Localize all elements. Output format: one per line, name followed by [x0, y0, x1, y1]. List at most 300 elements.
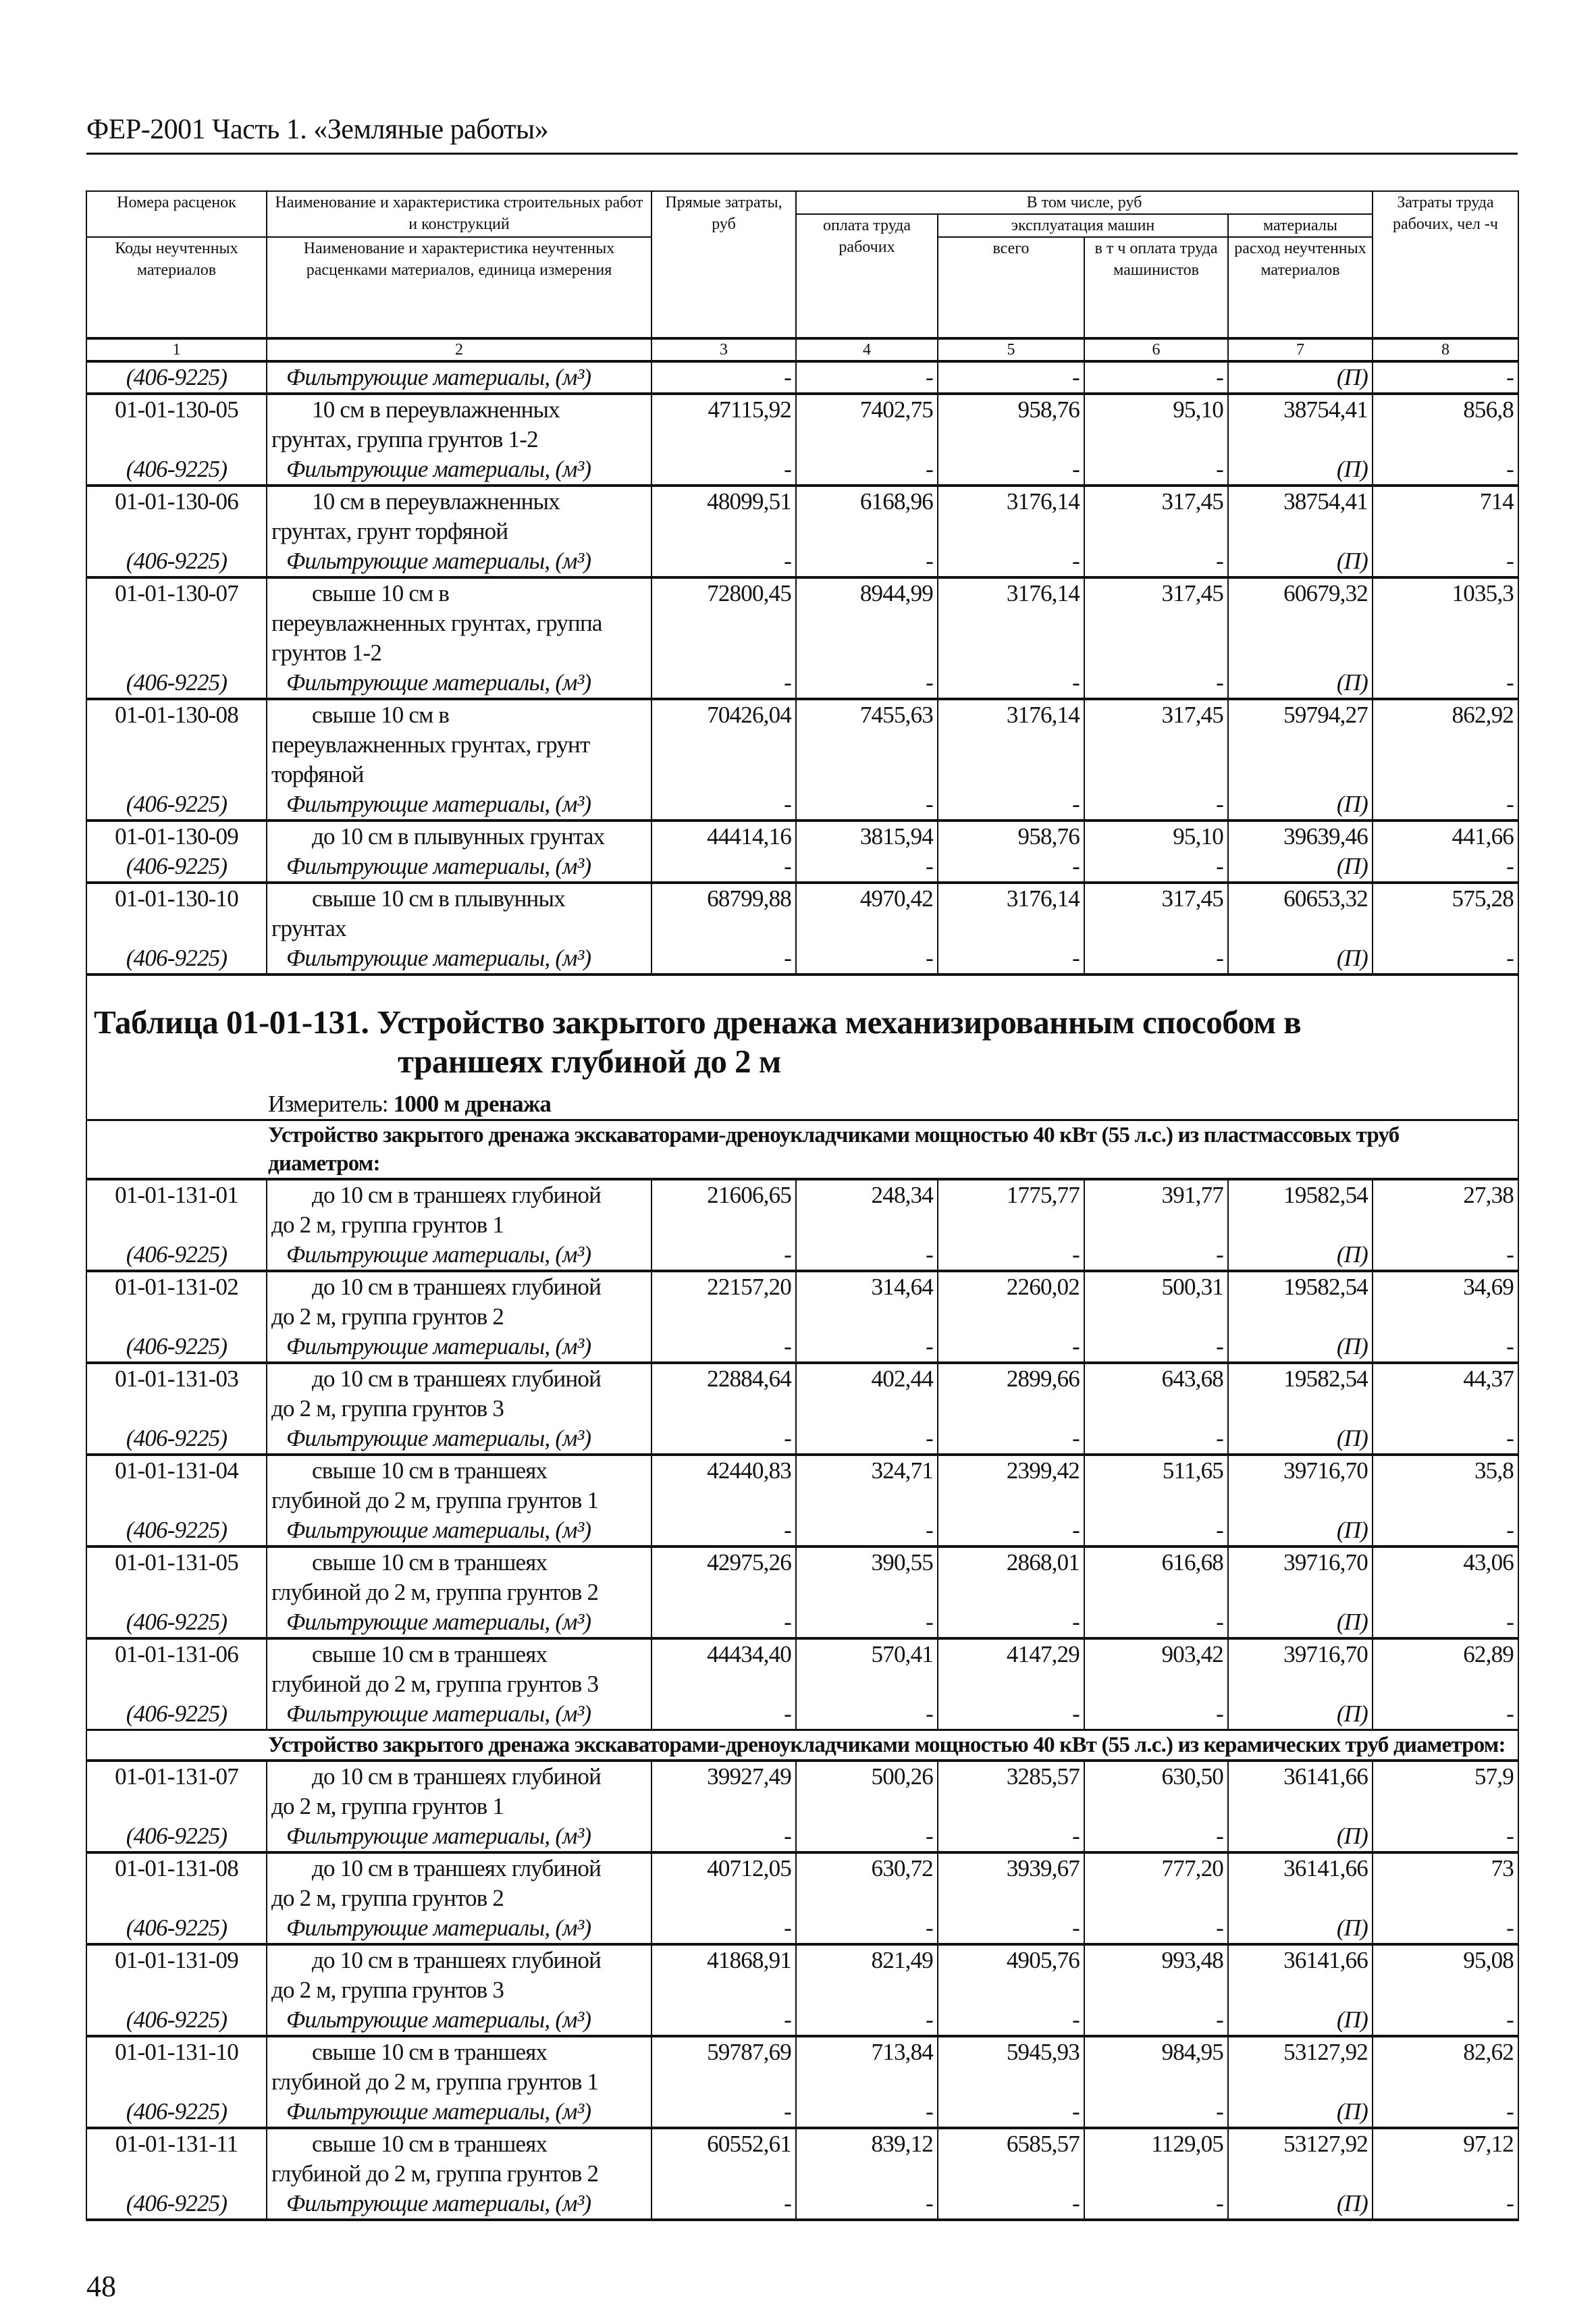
col-material-usage: расход неучтенных материалов [1228, 237, 1373, 338]
material-row [86, 1332, 1518, 1363]
table-title-line: Таблица 01-01-131. Устройство закрытого дренажа механизированным способом в [94, 1004, 1302, 1041]
rate-value: 616,68 [1084, 1547, 1228, 1607]
material-value: (П) [1228, 1699, 1373, 1730]
rate-value: 19582,54 [1228, 1363, 1373, 1424]
rate-value: 22884,64 [651, 1363, 796, 1424]
description-line: до 10 см в траншеях глубиной [312, 1947, 602, 1973]
rate-value: 7402,75 [796, 394, 938, 454]
rate-value: 984,95 [1084, 2036, 1228, 2097]
rate-code: 01-01-130-10 [86, 883, 267, 943]
rate-code: 01-01-131-11 [86, 2128, 267, 2189]
rate-value: 714 [1373, 486, 1518, 546]
rate-value: 3939,67 [938, 1852, 1084, 1913]
material-value: (П) [1228, 454, 1373, 486]
description-line: до 10 см в траншеях глубиной [312, 1274, 602, 1300]
rate-value: 39716,70 [1228, 1547, 1373, 1607]
meter [94, 1089, 1518, 1119]
rate-value: 2868,01 [938, 1547, 1084, 1607]
table-header [86, 191, 1518, 361]
rate-description [267, 821, 651, 852]
description-line: до 2 м, группа грунтов 1 [271, 1212, 504, 1238]
material-name: Фильтрующие материалы, (м³) [267, 546, 651, 577]
material-name: Фильтрующие материалы, (м³) [267, 361, 651, 394]
material-value: - [651, 2097, 796, 2128]
col-number: 1 [86, 338, 267, 361]
rate-description [267, 699, 651, 789]
material-code: (406-9225) [86, 1332, 267, 1363]
rate-code: 01-01-131-05 [86, 1547, 267, 1607]
rate-value: 36141,66 [1228, 1761, 1373, 1821]
description-line: свыше 10 см в траншеях [312, 1457, 548, 1484]
rate-value: 248,34 [796, 1179, 938, 1240]
material-value: - [796, 454, 938, 486]
rate-description [267, 1363, 651, 1424]
material-value: - [1373, 1699, 1518, 1730]
rate-value: 324,71 [796, 1455, 938, 1515]
description-line: 10 см в переувлажненных [312, 396, 560, 423]
material-code: (406-9225) [86, 2005, 267, 2036]
material-value: - [1373, 1607, 1518, 1638]
material-value: - [796, 546, 938, 577]
rate-description [267, 1944, 651, 2005]
material-value: (П) [1228, 2097, 1373, 2128]
material-value: - [796, 361, 938, 394]
description-line: торфяной [271, 761, 364, 787]
rate-value: 402,44 [796, 1363, 938, 1424]
rate-value: 19582,54 [1228, 1179, 1373, 1240]
rate-code: 01-01-131-03 [86, 1363, 267, 1424]
material-code: (406-9225) [86, 1699, 267, 1730]
rate-value: 95,10 [1084, 821, 1228, 852]
rate-value: 38754,41 [1228, 486, 1373, 546]
material-code: (406-9225) [86, 361, 267, 394]
table-title-row [86, 974, 1518, 1120]
material-code: (406-9225) [86, 1607, 267, 1638]
rate-value: 3176,14 [938, 577, 1084, 668]
material-value: - [796, 852, 938, 883]
rate-value: 390,55 [796, 1547, 938, 1607]
material-value: - [651, 2005, 796, 2036]
rate-value: 35,8 [1373, 1455, 1518, 1515]
material-value: - [1084, 546, 1228, 577]
description-line: до 2 м, группа грунтов 2 [271, 1885, 504, 1911]
material-value: (П) [1228, 1821, 1373, 1852]
rate-value: 777,20 [1084, 1852, 1228, 1913]
material-value: (П) [1228, 668, 1373, 699]
table-row [86, 1179, 1518, 1240]
page-number: 48 [86, 2270, 116, 2303]
rate-value: 4970,42 [796, 883, 938, 943]
material-value: - [1373, 546, 1518, 577]
description-line: свыше 10 см в траншеях [312, 2131, 548, 2157]
rate-value: 713,84 [796, 2036, 938, 2097]
rate-value: 57,9 [1373, 1761, 1518, 1821]
rate-value: 3815,94 [796, 821, 938, 852]
rate-value: 7455,63 [796, 699, 938, 789]
rate-description [267, 2036, 651, 2097]
material-name: Фильтрующие материалы, (м³) [267, 943, 651, 974]
description-line: свыше 10 см в траншеях [312, 1641, 548, 1667]
table-title [94, 1003, 1518, 1081]
rate-value: 47115,92 [651, 394, 796, 454]
description-line: грунтах, группа грунтов 1-2 [271, 426, 538, 452]
material-value: (П) [1228, 1515, 1373, 1547]
table-row [86, 699, 1518, 789]
material-value: - [1373, 1424, 1518, 1455]
material-code: (406-9225) [86, 1515, 267, 1547]
material-value: - [796, 2005, 938, 2036]
material-value: (П) [1228, 361, 1373, 394]
material-value: - [651, 546, 796, 577]
table-row [86, 1363, 1518, 1424]
col-number: 7 [1228, 338, 1373, 361]
rate-value: 34,69 [1373, 1271, 1518, 1332]
material-value: - [938, 943, 1084, 974]
table-row [86, 1761, 1518, 1821]
rate-value: 60552,61 [651, 2128, 796, 2189]
rates-table [86, 190, 1519, 2221]
material-value: - [1084, 361, 1228, 394]
rate-value: 575,28 [1373, 883, 1518, 943]
rate-value: 3285,57 [938, 1761, 1084, 1821]
rate-code: 01-01-131-01 [86, 1179, 267, 1240]
material-value: - [1373, 789, 1518, 821]
rate-value: 36141,66 [1228, 1852, 1373, 1913]
material-value: - [1084, 1424, 1228, 1455]
material-code: (406-9225) [86, 943, 267, 974]
material-value: - [796, 1913, 938, 1944]
rate-value: 39639,46 [1228, 821, 1373, 852]
description-line: грунтах [271, 915, 346, 941]
col-material-codes: Коды неучтенных материалов [86, 237, 267, 338]
table-row [86, 1455, 1518, 1515]
description-line: до 10 см в траншеях глубиной [312, 1855, 602, 1881]
material-value: - [938, 2097, 1084, 2128]
description-line: 10 см в переувлажненных [312, 488, 560, 515]
material-value: - [938, 454, 1084, 486]
rate-value: 43,06 [1373, 1547, 1518, 1607]
section-header [86, 1730, 1518, 1761]
description-line: до 10 см в траншеях глубиной [312, 1366, 602, 1392]
material-value: - [796, 2189, 938, 2220]
rate-value: 3176,14 [938, 883, 1084, 943]
rate-code: 01-01-131-07 [86, 1761, 267, 1821]
rate-value: 73 [1373, 1852, 1518, 1913]
rate-value: 60653,32 [1228, 883, 1373, 943]
material-value: - [796, 1240, 938, 1271]
rate-code: 01-01-131-04 [86, 1455, 267, 1515]
material-value: - [651, 789, 796, 821]
material-value: - [796, 2097, 938, 2128]
material-value: - [1084, 943, 1228, 974]
rate-value: 4905,76 [938, 1944, 1084, 2005]
material-value: - [796, 1699, 938, 1730]
material-row [86, 943, 1518, 974]
material-name: Фильтрующие материалы, (м³) [267, 1699, 651, 1730]
material-row [86, 852, 1518, 883]
rate-value: 4147,29 [938, 1638, 1084, 1699]
material-value: - [1084, 2005, 1228, 2036]
material-value: (П) [1228, 546, 1373, 577]
rate-code: 01-01-131-08 [86, 1852, 267, 1913]
material-value: - [651, 361, 796, 394]
rate-value: 5945,93 [938, 2036, 1084, 2097]
material-value: - [938, 1821, 1084, 1852]
col-number: 8 [1373, 338, 1518, 361]
material-code: (406-9225) [86, 1424, 267, 1455]
section-title: Устройство закрытого дренажа экскаваторами-дреноукладчиками мощностью 40 кВт (55 л.с.) из пластмассовых труб диаметром: [86, 1120, 1518, 1180]
material-value: - [651, 2189, 796, 2220]
table-row [86, 1547, 1518, 1607]
description-line: до 2 м, группа грунтов 3 [271, 1395, 504, 1422]
material-name: Фильтрующие материалы, (м³) [267, 1821, 651, 1852]
table-row [86, 577, 1518, 668]
description-line: переувлажненных грунтах, грунт [271, 731, 590, 758]
material-value: - [1084, 1332, 1228, 1363]
material-value: - [1373, 1821, 1518, 1852]
rate-value: 97,12 [1373, 2128, 1518, 2189]
rate-value: 59787,69 [651, 2036, 796, 2097]
material-code: (406-9225) [86, 1913, 267, 1944]
rate-code: 01-01-130-08 [86, 699, 267, 789]
material-value: - [1084, 668, 1228, 699]
header-rule [86, 153, 1518, 155]
material-value: - [1084, 2189, 1228, 2220]
material-code: (406-9225) [86, 1821, 267, 1852]
rate-value: 2260,02 [938, 1271, 1084, 1332]
material-name: Фильтрующие материалы, (м³) [267, 2189, 651, 2220]
col-worker-pay: оплата труда рабочих [796, 214, 938, 338]
material-row [86, 1515, 1518, 1547]
col-labor-costs: Затраты труда рабочих, чел -ч [1373, 191, 1518, 338]
material-row [86, 789, 1518, 821]
material-name: Фильтрующие материалы, (м³) [267, 454, 651, 486]
material-value: (П) [1228, 1913, 1373, 1944]
material-value: - [938, 361, 1084, 394]
table-row [86, 1638, 1518, 1699]
description-line: грунтов 1-2 [271, 640, 382, 666]
col-rate-numbers: Номера расценок [86, 191, 267, 237]
material-value: - [1373, 1913, 1518, 1944]
description-line: до 2 м, группа грунтов 2 [271, 1303, 504, 1330]
material-value: - [1373, 2097, 1518, 2128]
col-materials: материалы [1228, 214, 1373, 237]
col-direct-costs: Прямые затраты, руб [651, 191, 796, 338]
rate-description [267, 1547, 651, 1607]
rate-value: 441,66 [1373, 821, 1518, 852]
material-row [86, 1699, 1518, 1730]
description-line: переувлажненных грунтах, группа [271, 610, 602, 636]
table-row [86, 1944, 1518, 2005]
rate-description [267, 2128, 651, 2189]
rate-value: 6168,96 [796, 486, 938, 546]
description-line: до 10 см в плывунных грунтах [312, 823, 605, 850]
material-value: - [1084, 789, 1228, 821]
meter-value: 1000 м дренажа [393, 1091, 552, 1117]
rate-value: 856,8 [1373, 394, 1518, 454]
rate-value: 958,76 [938, 394, 1084, 454]
material-value: - [651, 1913, 796, 1944]
rate-value: 993,48 [1084, 1944, 1228, 2005]
material-value: (П) [1228, 852, 1373, 883]
col-number: 4 [796, 338, 938, 361]
description-line: свыше 10 см в траншеях [312, 2039, 548, 2065]
col-including: В том числе, руб [796, 191, 1373, 214]
material-row [86, 668, 1518, 699]
material-value: - [1373, 1515, 1518, 1547]
rate-value: 8944,99 [796, 577, 938, 668]
rate-value: 44434,40 [651, 1638, 796, 1699]
col-number: 2 [267, 338, 651, 361]
description-line: глубиной до 2 м, группа грунтов 2 [271, 1579, 599, 1605]
material-value: - [651, 454, 796, 486]
material-name: Фильтрующие материалы, (м³) [267, 1240, 651, 1271]
table-title-cell [86, 974, 1518, 1120]
rate-value: 630,72 [796, 1852, 938, 1913]
col-number: 5 [938, 338, 1084, 361]
description-line: до 10 см в траншеях глубиной [312, 1182, 602, 1208]
rate-value: 958,76 [938, 821, 1084, 852]
table-row [86, 1271, 1518, 1332]
rate-value: 40712,05 [651, 1852, 796, 1913]
rate-value: 314,64 [796, 1271, 938, 1332]
column-numbers-row [86, 338, 1518, 361]
material-code: (406-9225) [86, 1240, 267, 1271]
material-value: - [1084, 1240, 1228, 1271]
material-value: - [651, 668, 796, 699]
rate-value: 39927,49 [651, 1761, 796, 1821]
rate-value: 903,42 [1084, 1638, 1228, 1699]
rate-value: 48099,51 [651, 486, 796, 546]
rate-code: 01-01-130-07 [86, 577, 267, 668]
table-body [86, 361, 1518, 2220]
rate-value: 2399,42 [938, 1455, 1084, 1515]
material-value: - [651, 1607, 796, 1638]
rate-value: 317,45 [1084, 883, 1228, 943]
material-value: - [1373, 454, 1518, 486]
material-value: - [796, 789, 938, 821]
rate-value: 391,77 [1084, 1179, 1228, 1240]
material-value: - [938, 1515, 1084, 1547]
material-value: - [1373, 2005, 1518, 2036]
material-value: - [938, 668, 1084, 699]
material-name: Фильтрующие материалы, (м³) [267, 1515, 651, 1547]
rate-description [267, 577, 651, 668]
material-code: (406-9225) [86, 852, 267, 883]
material-value: - [651, 1332, 796, 1363]
description-line: глубиной до 2 м, группа грунтов 3 [271, 1671, 599, 1697]
rate-value: 95,10 [1084, 394, 1228, 454]
rate-value: 62,89 [1373, 1638, 1518, 1699]
description-line: до 2 м, группа грунтов 3 [271, 1977, 504, 2003]
rate-value: 42440,83 [651, 1455, 796, 1515]
description-line: свыше 10 см в [312, 580, 450, 606]
rate-description [267, 1761, 651, 1821]
material-row [86, 454, 1518, 486]
rate-value: 68799,88 [651, 883, 796, 943]
material-code: (406-9225) [86, 2097, 267, 2128]
rate-value: 41868,91 [651, 1944, 796, 2005]
material-value: - [1084, 1821, 1228, 1852]
material-row [86, 2189, 1518, 2220]
rate-code: 01-01-131-06 [86, 1638, 267, 1699]
material-value: - [938, 1424, 1084, 1455]
material-value: - [1373, 668, 1518, 699]
material-value: - [651, 1240, 796, 1271]
table-title-line: траншеях глубиной до 2 м [398, 1043, 781, 1080]
rate-value: 570,41 [796, 1638, 938, 1699]
rate-value: 3176,14 [938, 486, 1084, 546]
rate-value: 1035,3 [1373, 577, 1518, 668]
description-line: свыше 10 см в траншеях [312, 1549, 548, 1576]
material-value: (П) [1228, 1424, 1373, 1455]
table-row [86, 2128, 1518, 2189]
material-name: Фильтрующие материалы, (м³) [267, 1332, 651, 1363]
col-machine-total: всего [938, 237, 1084, 338]
rate-value: 2899,66 [938, 1363, 1084, 1424]
rate-value: 21606,65 [651, 1179, 796, 1240]
material-value: - [1084, 1607, 1228, 1638]
material-code: (406-9225) [86, 546, 267, 577]
rate-value: 317,45 [1084, 486, 1228, 546]
material-value: - [1084, 1699, 1228, 1730]
rate-value: 53127,92 [1228, 2036, 1373, 2097]
material-value: - [796, 1332, 938, 1363]
material-code: (406-9225) [86, 454, 267, 486]
material-name: Фильтрующие материалы, (м³) [267, 1424, 651, 1455]
material-row [86, 2005, 1518, 2036]
rate-value: 821,49 [796, 1944, 938, 2005]
rate-code: 01-01-130-06 [86, 486, 267, 546]
material-value: - [1373, 943, 1518, 974]
rate-value: 862,92 [1373, 699, 1518, 789]
material-value: - [938, 546, 1084, 577]
material-value: - [796, 1821, 938, 1852]
description-line: глубиной до 2 м, группа грунтов 1 [271, 1487, 599, 1513]
rate-value: 839,12 [796, 2128, 938, 2189]
rate-value: 6585,57 [938, 2128, 1084, 2189]
material-value: - [938, 852, 1084, 883]
material-value: - [796, 1515, 938, 1547]
material-value: - [796, 943, 938, 974]
material-value: - [938, 1699, 1084, 1730]
material-row [86, 1607, 1518, 1638]
section-title: Устройство закрытого дренажа экскаваторами-дреноукладчиками мощностью 40 кВт (55 л.с.) из керамических труб диаметром: [86, 1730, 1518, 1761]
rate-value: 95,08 [1373, 1944, 1518, 2005]
col-machinist-pay: в т ч оплата труда машинистов [1084, 237, 1228, 338]
table-row [86, 486, 1518, 546]
material-row [86, 361, 1518, 394]
rate-value: 59794,27 [1228, 699, 1373, 789]
material-name: Фильтрующие материалы, (м³) [267, 789, 651, 821]
material-value: - [938, 1607, 1084, 1638]
rate-value: 27,38 [1373, 1179, 1518, 1240]
material-value: - [651, 1424, 796, 1455]
rate-value: 500,26 [796, 1761, 938, 1821]
rate-value: 60679,32 [1228, 577, 1373, 668]
rate-value: 42975,26 [651, 1547, 796, 1607]
material-row [86, 546, 1518, 577]
rate-value: 53127,92 [1228, 2128, 1373, 2189]
material-value: (П) [1228, 1332, 1373, 1363]
material-row [86, 1821, 1518, 1852]
material-value: - [651, 943, 796, 974]
rate-value: 38754,41 [1228, 394, 1373, 454]
rate-description [267, 883, 651, 943]
material-name: Фильтрующие материалы, (м³) [267, 852, 651, 883]
material-value: - [1373, 852, 1518, 883]
material-value: - [938, 789, 1084, 821]
